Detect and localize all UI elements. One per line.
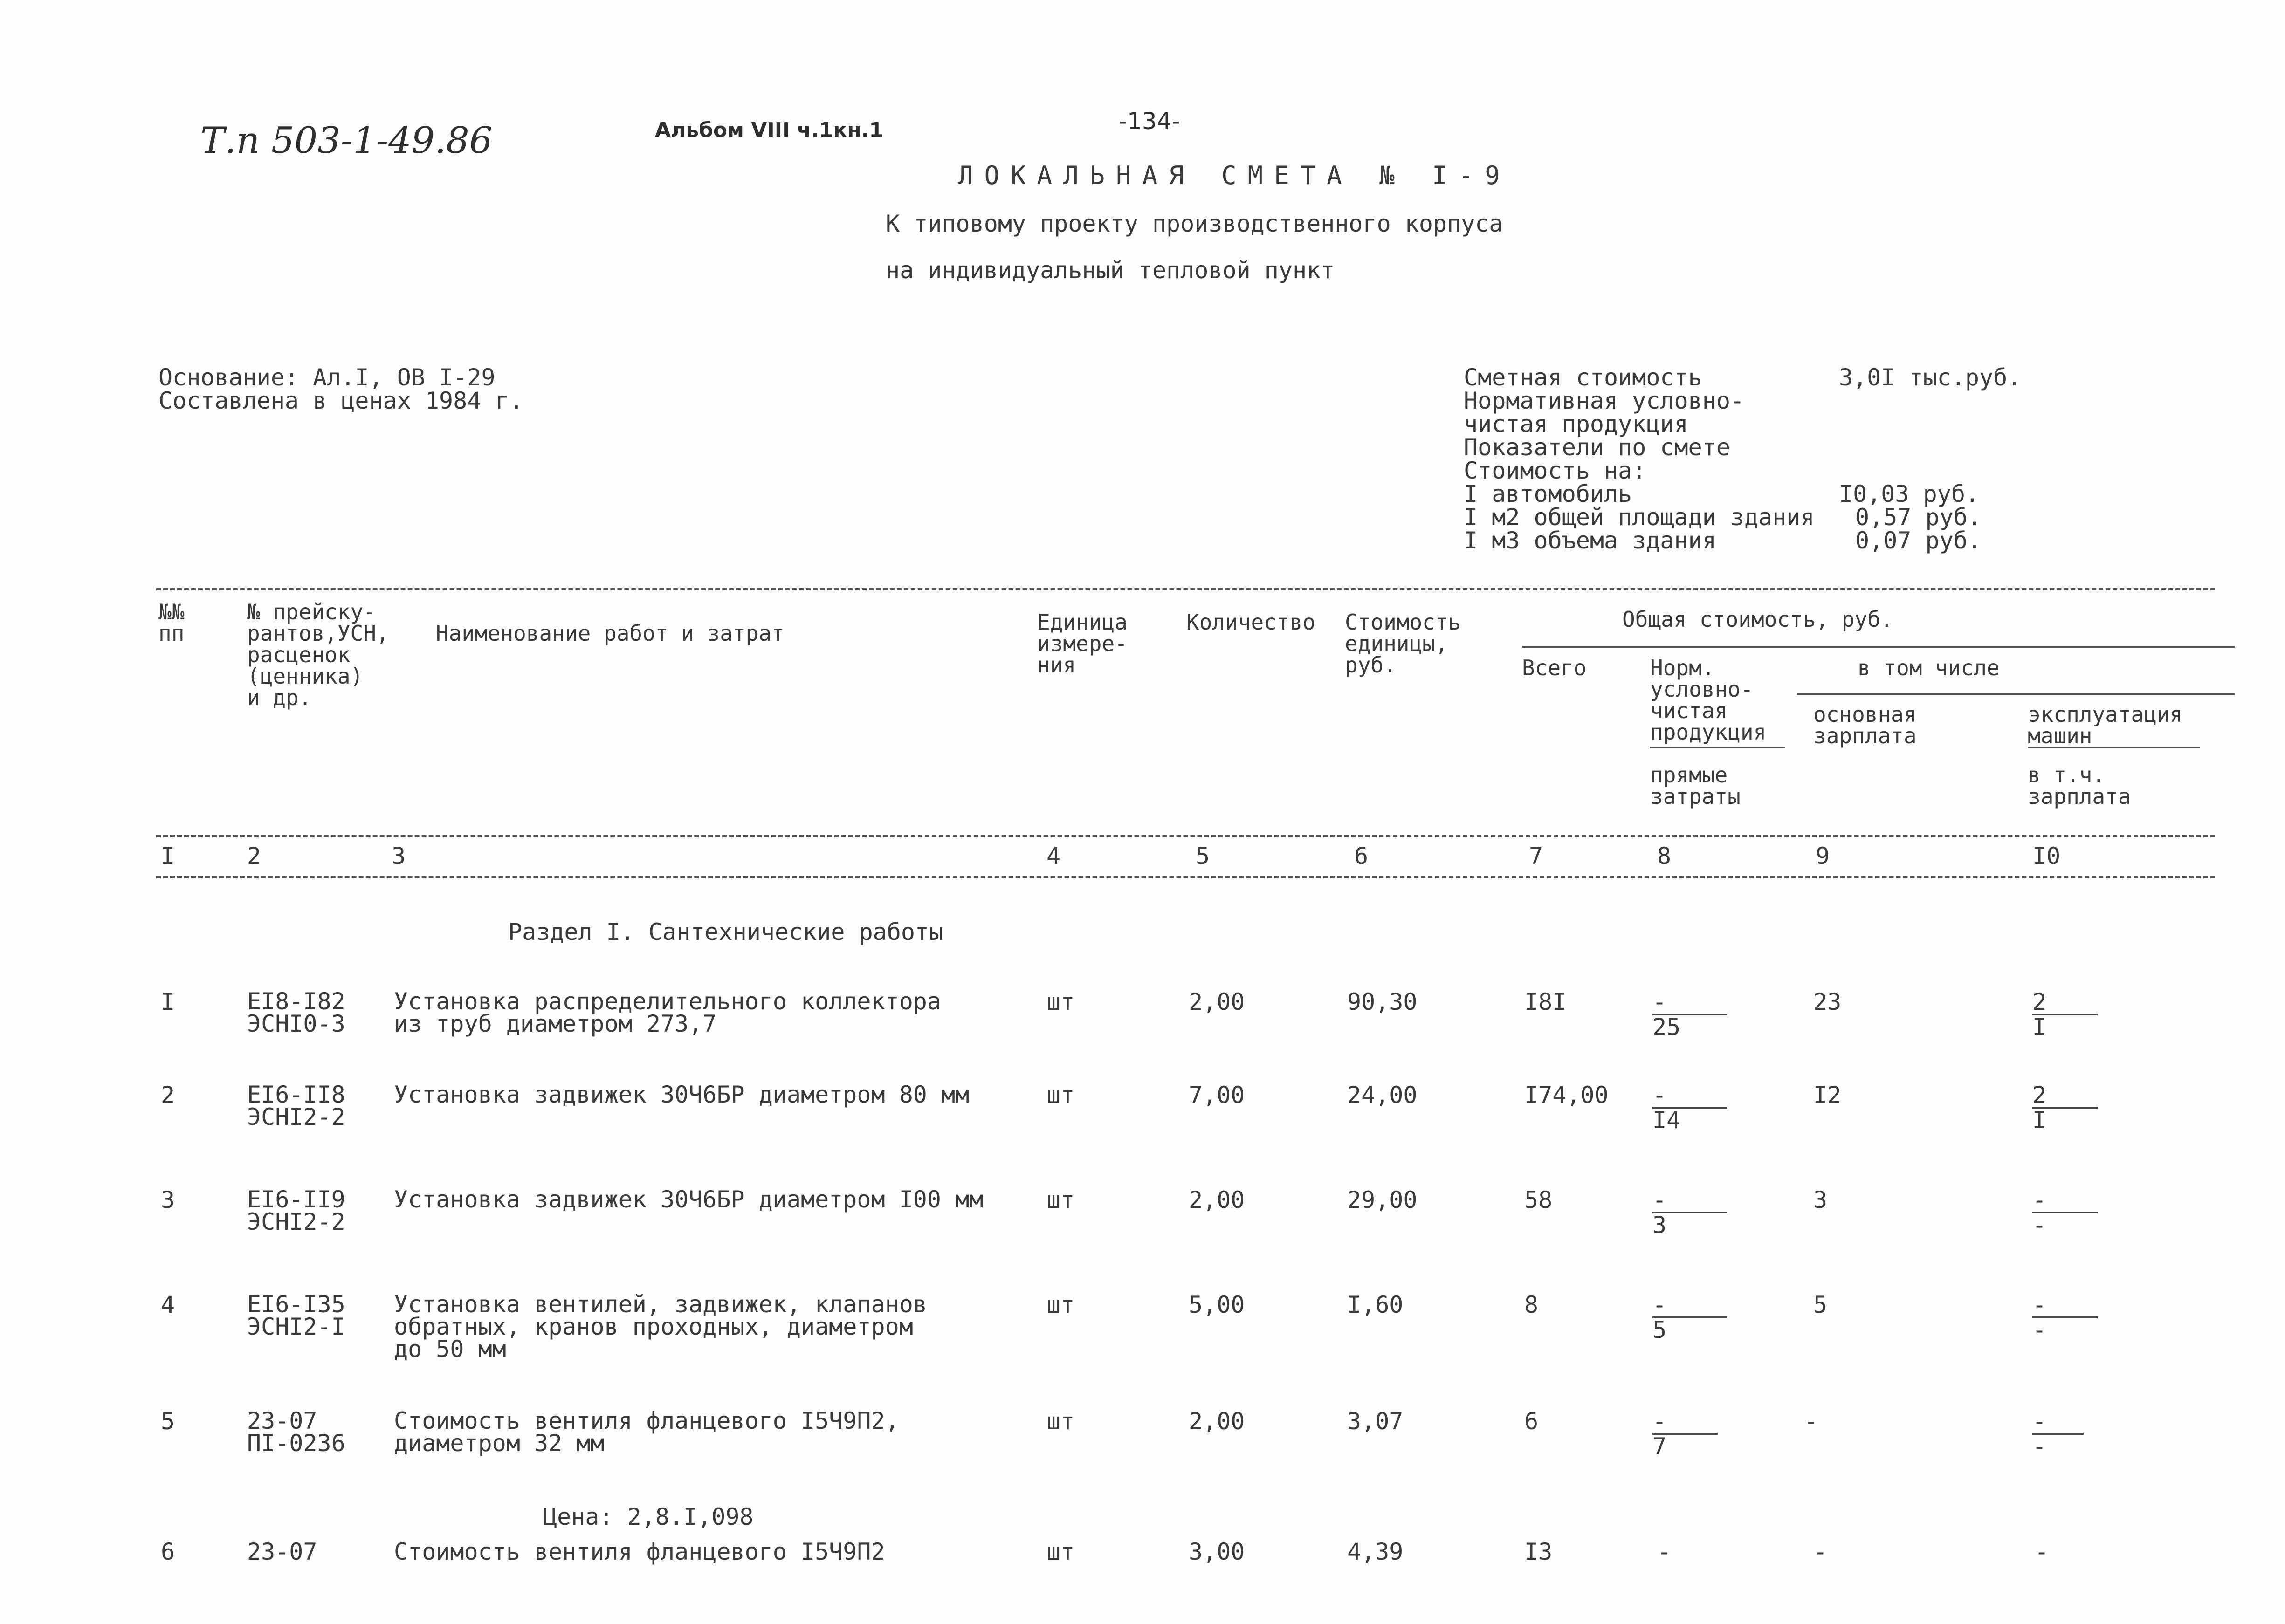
col-header-number: №№ пп [158, 599, 185, 646]
album-label: Альбом VIII ч.1кн.1 [655, 118, 883, 142]
row-name: Установка распределительного коллектора из труб диаметром 273,7 [394, 988, 941, 1037]
row-code: 23-07 [247, 1538, 317, 1565]
col-header-unit-price: Стоимость единицы, руб. [1345, 610, 1461, 678]
estimated-cost-value: 3,0I тыс.руб. [1839, 364, 2022, 391]
row-total: I74,00 [1524, 1082, 1609, 1109]
document-code: Т.п 503-1-49.86 [200, 120, 493, 162]
row-base-salary: I2 [1813, 1082, 1842, 1109]
col-number: 3 [392, 843, 406, 870]
row-total: 8 [1524, 1291, 1539, 1318]
header-rule-top [156, 588, 2215, 590]
row-unit-price: 90,30 [1347, 988, 1418, 1015]
header-rule-bottom [156, 876, 2215, 878]
row-number: 5 [161, 1408, 175, 1435]
row-name: Установка задвижек 30Ч6БР диаметром 80 мм [394, 1081, 970, 1108]
basis-line-1: Основание: Ал.I, ОВ I-29 [158, 364, 496, 391]
frac-bottom: 5 [1652, 1316, 1667, 1343]
row-name: Стоимость вентиля фланцевого I5Ч9П2, диаметром 32 мм [394, 1407, 899, 1457]
row-net-production: - [1657, 1538, 1672, 1565]
row-machinery [2032, 1188, 2098, 1237]
row-unit: шт [1046, 1538, 1075, 1565]
col-header-incl-salary: в т.ч. зарплата [2028, 762, 2131, 809]
frac-top: 2 [2032, 1082, 2047, 1109]
col-header-including: в том числе [1858, 655, 2000, 680]
row-total: 6 [1524, 1408, 1539, 1435]
price-note: Цена: 2,8.I,098 [543, 1503, 754, 1530]
row-quantity: 2,00 [1189, 1408, 1245, 1435]
col-header-unit: Единица измере- ния [1037, 610, 1128, 678]
col-header-quantity: Количество [1186, 610, 1315, 635]
col-header-direct-costs: прямые затраты [1650, 762, 1741, 809]
row-base-salary: 23 [1813, 988, 1842, 1015]
per-m3-label: I м3 объема здания [1464, 527, 1716, 554]
subtitle-line-2: на индивидуальный тепловой пункт [886, 257, 1335, 284]
frac-bottom: I4 [1652, 1107, 1681, 1134]
per-m2-label: I м2 общей площади здания [1464, 504, 1815, 531]
col-number: I0 [2032, 843, 2061, 870]
col-number: 6 [1354, 843, 1369, 870]
row-machinery [2032, 1293, 2098, 1342]
frac-top: - [1652, 1408, 1667, 1435]
row-base-salary: - [1804, 1408, 1818, 1435]
row-unit-price: 29,00 [1347, 1186, 1418, 1213]
row-number: 6 [161, 1538, 175, 1565]
row-machinery [2032, 1083, 2098, 1132]
per-m3-value: 0,07 руб. [1855, 527, 1982, 554]
frac-bottom: 3 [1652, 1212, 1667, 1239]
frac-top: - [1652, 1291, 1667, 1318]
col-number: 5 [1196, 843, 1210, 870]
col-number: 2 [247, 843, 262, 870]
col-number: 9 [1816, 843, 1830, 870]
row-net-production [1652, 1083, 1727, 1132]
frac-top: - [1652, 1082, 1667, 1109]
col-number: 7 [1529, 843, 1543, 870]
row-net-production [1652, 1410, 1718, 1458]
row-total: I3 [1524, 1538, 1553, 1565]
row-unit-price: 24,00 [1347, 1082, 1418, 1109]
group-rule [1522, 646, 2235, 648]
row-name: Установка вентилей, задвижек, клапанов обратных, кранов проходных, диаметром до 50 мм [394, 1291, 927, 1363]
frac-bottom: - [2032, 1316, 2047, 1343]
row-number: I [161, 988, 175, 1015]
normative-label-2: чистая продукция [1464, 411, 1688, 438]
row-net-production [1652, 1188, 1727, 1237]
normative-label-1: Нормативная условно- [1464, 387, 1745, 414]
col-number: 8 [1657, 843, 1672, 870]
indicators-label: Показатели по смете [1464, 434, 1730, 461]
col-number: 4 [1046, 843, 1061, 870]
page-title: ЛОКАЛЬНАЯ СМЕТА № I-9 [958, 161, 1511, 190]
row-unit: шт [1046, 1186, 1075, 1213]
cost-on-label: Стоимость на: [1464, 457, 1646, 484]
page-number: -134- [1119, 108, 1180, 135]
frac-bottom: I [2032, 1014, 2047, 1041]
row-number: 4 [161, 1291, 175, 1318]
machinery-rule [2028, 747, 2200, 748]
row-unit: шт [1046, 988, 1075, 1015]
frac-top: - [2032, 1408, 2047, 1435]
col-header-base-salary: основная зарплата [1813, 702, 1917, 748]
row-net-production [1652, 1293, 1727, 1342]
frac-bottom: - [2032, 1212, 2047, 1239]
row-name: Стоимость вентиля фланцевого I5Ч9П2 [394, 1538, 885, 1565]
row-name: Установка задвижек 30Ч6БР диаметром I00 мм [394, 1186, 984, 1213]
row-machinery [2032, 990, 2098, 1039]
section-title: Раздел I. Сантехнические работы [508, 918, 943, 946]
row-base-salary: - [1813, 1538, 1828, 1565]
basis-line-2: Составлена в ценах 1984 г. [158, 387, 523, 414]
col-header-machinery: эксплуатация машин [2028, 702, 2183, 748]
row-net-production [1652, 990, 1727, 1039]
row-code: EI8-I82 ЭСНI0-3 [247, 988, 345, 1037]
frac-top: - [1652, 988, 1667, 1015]
row-unit-price: 3,07 [1347, 1408, 1404, 1435]
row-quantity: 3,00 [1189, 1538, 1245, 1565]
row-base-salary: 3 [1813, 1186, 1828, 1213]
frac-top: 2 [2032, 988, 2047, 1015]
row-unit: шт [1046, 1408, 1075, 1435]
net-production-rule [1650, 747, 1785, 748]
row-machinery: - [2035, 1538, 2049, 1565]
row-unit-price: I,60 [1347, 1291, 1404, 1318]
row-total: 58 [1524, 1186, 1553, 1213]
col-header-code: № прейску- рантов,УСН, расценок (ценника) и др. [247, 599, 389, 710]
row-quantity: 2,00 [1189, 988, 1245, 1015]
including-rule [1797, 693, 2235, 695]
row-base-salary: 5 [1813, 1291, 1828, 1318]
col-header-total-group: Общая стоимость, руб. [1622, 607, 1893, 632]
row-unit-price: 4,39 [1347, 1538, 1404, 1565]
per-m2-value: 0,57 руб. [1855, 504, 1982, 531]
row-quantity: 5,00 [1189, 1291, 1245, 1318]
per-car-value: I0,03 руб. [1839, 480, 1980, 507]
estimated-cost-label: Сметная стоимость [1464, 364, 1702, 391]
per-car-label: I автомобиль [1464, 480, 1632, 507]
frac-top: - [2032, 1291, 2047, 1318]
frac-bottom: - [2032, 1433, 2047, 1460]
subtitle-line-1: К типовому проекту производственного корпуса [886, 210, 1503, 237]
col-header-total: Всего [1522, 655, 1587, 680]
row-total: I8I [1524, 988, 1567, 1015]
row-number: 2 [161, 1082, 175, 1109]
frac-bottom: I [2032, 1107, 2047, 1134]
frac-top: - [1652, 1186, 1667, 1213]
row-code: EI6-II9 ЭСНI2-2 [247, 1186, 345, 1235]
col-header-name: Наименование работ и затрат [436, 621, 785, 646]
row-unit: шт [1046, 1291, 1075, 1318]
frac-top: - [2032, 1186, 2047, 1213]
row-number: 3 [161, 1186, 175, 1213]
row-code: EI6-I35 ЭСНI2-I [247, 1291, 345, 1340]
row-quantity: 7,00 [1189, 1082, 1245, 1109]
col-number: I [161, 843, 175, 870]
row-machinery [2032, 1410, 2084, 1458]
row-quantity: 2,00 [1189, 1186, 1245, 1213]
col-header-net-production: Норм. условно- чистая продукция [1650, 655, 1767, 745]
row-unit: шт [1046, 1082, 1075, 1109]
frac-bottom: 25 [1652, 1014, 1681, 1041]
header-rule-middle [156, 835, 2215, 837]
row-code: EI6-II8 ЭСНI2-2 [247, 1081, 345, 1131]
frac-bottom: 7 [1652, 1433, 1667, 1460]
row-code: 23-07 ПI-0236 [247, 1407, 345, 1457]
